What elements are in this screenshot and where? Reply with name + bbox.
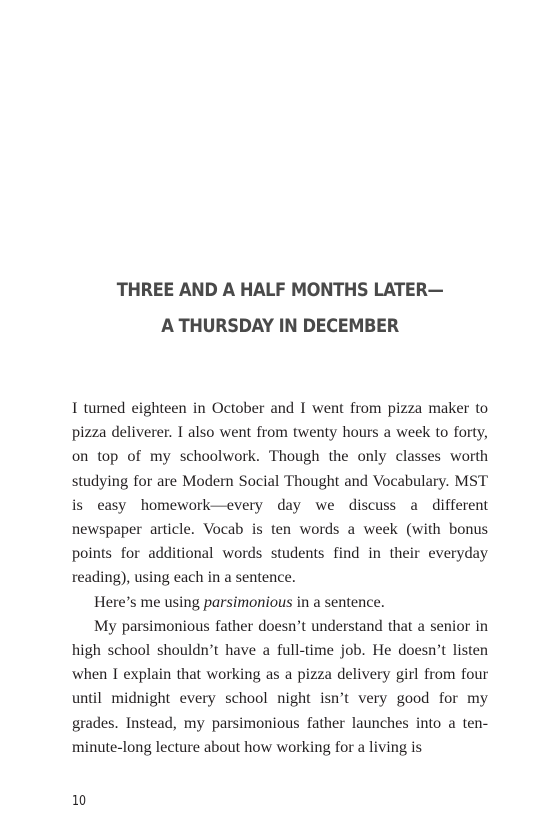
paragraph-2-end: in a sentence. [292,591,385,611]
paragraph-2-start: Here’s me using [94,591,204,611]
chapter-heading [39,272,521,344]
paragraph-1: I turned eighteen in October and I went from pizza maker to pizza deliverer. I also went from twenty hours a week to forty, on top of my schoolwork. Though the only classes worth studying for are Modern Social Thought and Vocabulary. MST is easy homework—every day we discuss a different newspaper article. Vocab is ten words a week (with bonus points for additional words students find in their everyday reading), using each in a sentence. [72,398,488,587]
chapter-body [72,396,488,759]
chapter-heading-line-1: THREE AND A HALF MONTHS LATER— [116,279,444,301]
paragraph-3: My parsimonious father doesn’t understand that a senior in high school shouldn’t have a full-time job. He doesn’t listen when I explain that working as a pizza delivery girl from four until midnight every school night isn’t very good for my grades. Instead, my parsimonious father launches into a ten-minute-long lecture about how working for a living is [72,615,488,756]
page-number: 10 [72,794,87,809]
paragraph-2 [72,590,488,614]
chapter-heading-line-2: A THURSDAY IN DECEMBER [161,315,399,337]
vocab-word-italic: parsimonious [203,591,293,611]
